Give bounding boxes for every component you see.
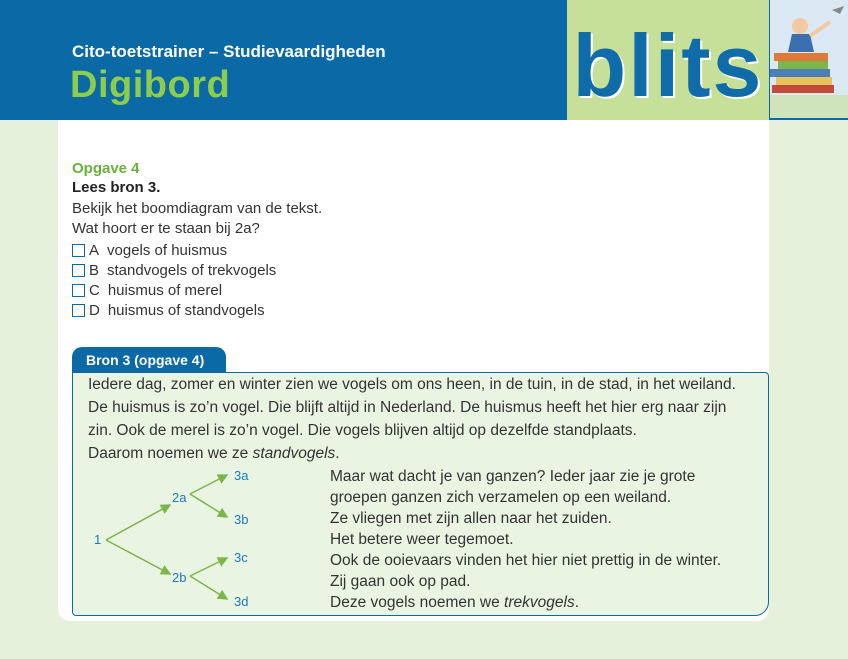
checkbox-c[interactable]: [72, 284, 85, 297]
bron-tab: Bron 3 (opgave 4): [72, 347, 226, 373]
bron-final-prefix: Deze vogels noemen we: [330, 594, 505, 611]
question-line: Bekijk het boomdiagram van de tekst.: [72, 200, 323, 217]
bron-text-prefix: Daarom noemen we ze: [88, 445, 253, 462]
bron-text-line: zin. Ook de merel is zo’n vogel. Die vogels blijven altijd op dezelfde standplaats.: [88, 422, 637, 439]
bron-right-line: Het betere weer tegemoet.: [330, 531, 514, 548]
tree-node-2a: 2a: [172, 490, 187, 505]
option-a[interactable]: [72, 242, 227, 259]
tree-node-2b: 2b: [172, 570, 187, 585]
tree-node-3d: 3d: [234, 594, 249, 609]
tree-node-3b: 3b: [234, 512, 249, 527]
checkbox-a[interactable]: [72, 244, 85, 257]
bron-final-emphasis: trekvogels: [504, 594, 575, 611]
question-line: Wat hoort er te staan bij 2a?: [72, 220, 260, 237]
bron-text-suffix: .: [335, 445, 340, 462]
tree-node-3a: 3a: [234, 468, 249, 483]
tree-edge: [190, 475, 227, 494]
tree-edge: [106, 540, 170, 574]
option-text: vogels of huismus: [107, 242, 228, 259]
blits-logo: [567, 0, 769, 140]
tree-node-3c: 3c: [234, 550, 248, 565]
bron-right-line: Ze vliegen met zijn allen naar het zuiden.: [330, 510, 612, 527]
bron-right-line: [330, 594, 579, 612]
option-letter: D: [89, 302, 100, 319]
bron-text-line: [88, 445, 340, 463]
bron-text-emphasis: standvogels: [252, 445, 336, 462]
option-letter: A: [89, 242, 100, 259]
option-c[interactable]: [72, 282, 222, 299]
tree-edge: [190, 576, 227, 599]
option-letter: B: [89, 262, 100, 279]
option-text: huismus of merel: [107, 282, 223, 299]
tree-diagram: [80, 462, 340, 612]
header-title: Digibord: [70, 64, 231, 106]
tree-edge: [190, 558, 227, 576]
bron-text-line: Iedere dag, zomer en winter zien we vogels om ons heen, in de tuin, in de stad, in het weiland.: [88, 376, 736, 393]
bron-right-line: Zij gaan ook op pad.: [330, 573, 471, 590]
header-subtitle: Cito-toetstrainer – Studievaardigheden: [72, 42, 386, 61]
question-title: Opgave 4: [72, 160, 140, 177]
option-text: huismus of standvogels: [107, 302, 265, 319]
tree-node-1: 1: [94, 532, 102, 547]
bron-text-line: De huismus is zo’n vogel. Die blijft altijd in Nederland. De huismus heeft het hier erg naar zijn: [88, 399, 727, 416]
bron-final-suffix: .: [574, 594, 580, 611]
kid-on-books-illustration: [770, 0, 848, 118]
checkbox-b[interactable]: [72, 264, 85, 277]
option-letter: C: [89, 282, 100, 299]
tree-edge: [106, 505, 170, 540]
option-b[interactable]: [72, 262, 276, 279]
blits-logo-text: blits: [572, 16, 764, 115]
bron-right-line: Maar wat dacht je van ganzen? Ieder jaar zie je grote: [330, 468, 696, 485]
option-d[interactable]: [72, 302, 265, 319]
tree-edge: [190, 494, 227, 517]
bron-right-line: groepen ganzen zich verzamelen op een weiland.: [330, 489, 672, 506]
bron-right-line: Ook de ooievaars vinden het hier niet prettig in de winter.: [330, 552, 722, 569]
question-instruction: Lees bron 3.: [72, 179, 161, 196]
option-text: standvogels of trekvogels: [107, 262, 277, 279]
checkbox-d[interactable]: [72, 304, 85, 317]
